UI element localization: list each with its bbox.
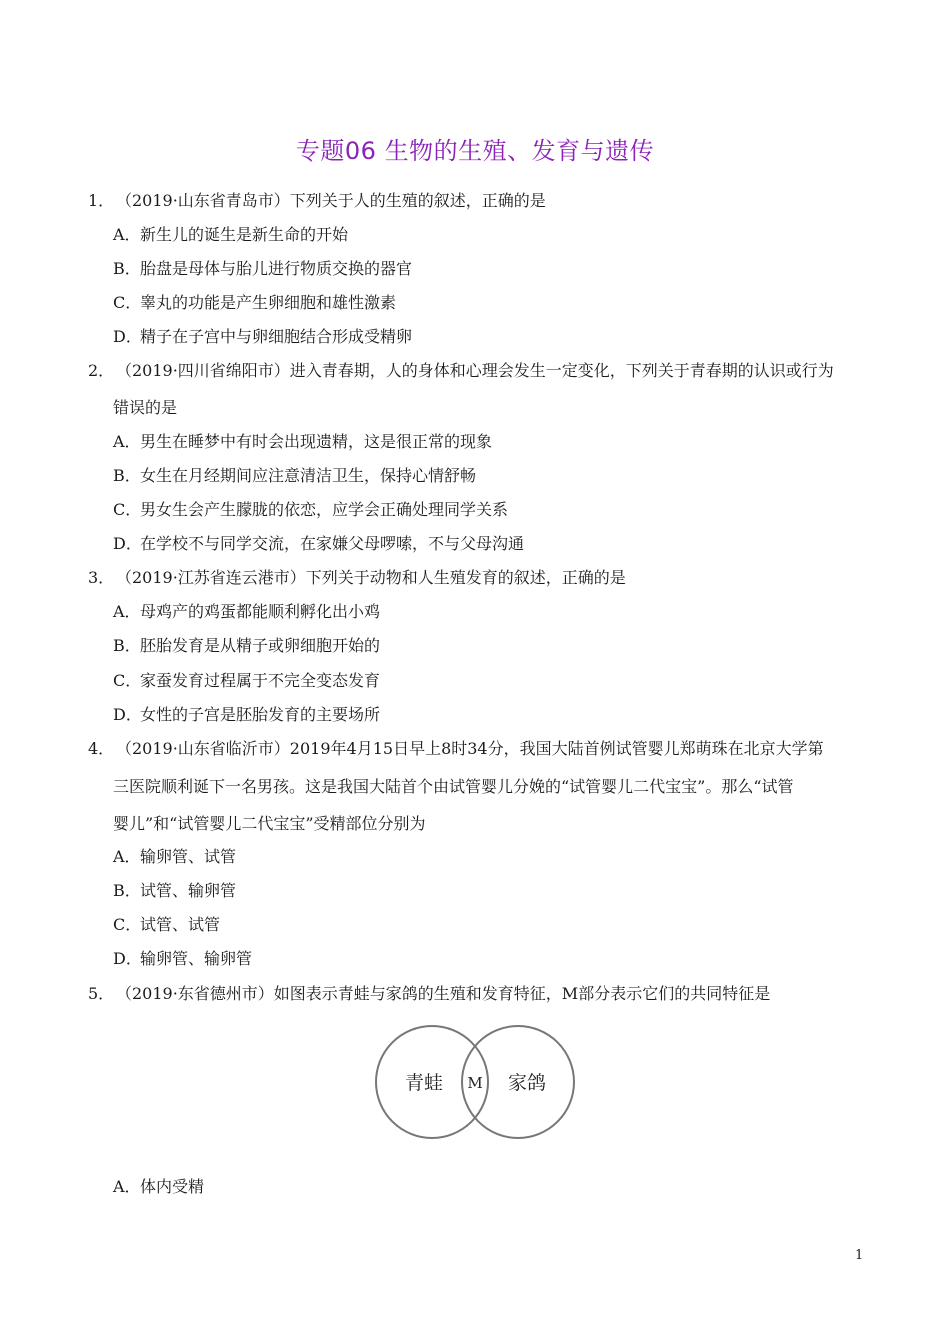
question-4: [88, 738, 824, 760]
option-label: A．: [113, 1177, 141, 1196]
option-label: C．: [113, 915, 142, 934]
question-number: 4．: [88, 739, 115, 758]
option-label: A．: [113, 847, 141, 866]
option-text: 输卵管、试管: [140, 847, 237, 866]
option-text: 试管、输卵管: [140, 881, 237, 900]
option-4a: [113, 846, 236, 868]
question-stem-continued: 婴儿”和“试管婴儿二代宝宝”受精部位分别为: [113, 814, 426, 833]
question-stem: （2019·四川省绵阳市）进入青春期，人的身体和心理会发生一定变化，下列关于青春期的认识或行为: [116, 361, 834, 380]
option-text: 母鸡产的鸡蛋都能顺利孵化出小鸡: [140, 602, 381, 621]
option-label: B．: [113, 466, 141, 485]
option-4b: [113, 880, 236, 902]
option-1c: [113, 292, 396, 314]
option-label: B．: [113, 636, 141, 655]
question-number: 1．: [88, 191, 115, 210]
option-label: C．: [113, 500, 142, 519]
option-label: C．: [113, 671, 142, 690]
option-text: 试管、试管: [140, 915, 221, 934]
venn-label-right: 家鸽: [507, 1072, 547, 1094]
option-4d: [113, 948, 252, 970]
option-text: 胎盘是母体与胎儿进行物质交换的器官: [140, 259, 413, 278]
question-3: [88, 567, 626, 589]
option-text: 睾丸的功能是产生卵细胞和雄性激素: [140, 293, 397, 312]
option-text: 家蚕发育过程属于不完全变态发育: [140, 671, 381, 690]
option-label: A．: [113, 225, 141, 244]
question-stem: （2019·山东省临沂市）2019年4月15日早上8时34分，我国大陆首例试管婴儿郑萌珠在北京大学第: [116, 739, 824, 758]
option-text: 新生儿的诞生是新生命的开始: [140, 225, 349, 244]
option-3c: [113, 670, 380, 692]
option-text: 女性的子宫是胚胎发育的主要场所: [140, 705, 381, 724]
option-text: 精子在子宫中与卵细胞结合形成受精卵: [140, 327, 413, 346]
option-text: 女生在月经期间应注意清洁卫生，保持心情舒畅: [140, 466, 477, 485]
venn-label-middle: M: [467, 1074, 483, 1092]
option-text: 男生在睡梦中有时会出现遗精，这是很正常的现象: [140, 432, 493, 451]
option-text: 在学校不与同学交流，在家嫌父母啰嗦，不与父母沟通: [140, 534, 525, 553]
question-5: [88, 983, 770, 1005]
venn-diagram: [370, 1018, 580, 1148]
option-text: 胚胎发育是从精子或卵细胞开始的: [140, 636, 381, 655]
option-label: D．: [113, 327, 142, 346]
venn-label-left: 青蛙: [404, 1072, 444, 1094]
option-text: 输卵管、输卵管: [140, 949, 253, 968]
question-number: 3．: [88, 568, 115, 587]
question-stem-continued: 错误的是: [113, 398, 178, 417]
question-1: [88, 190, 546, 212]
option-label: A．: [113, 432, 141, 451]
page-number: 1: [855, 1248, 864, 1263]
option-label: B．: [113, 259, 141, 278]
option-label: D．: [113, 705, 142, 724]
option-1d: [113, 326, 412, 348]
question-stem: （2019·江苏省连云港市）下列关于动物和人生殖发育的叙述，正确的是: [116, 568, 626, 587]
question-number: 5．: [88, 984, 115, 1003]
option-1b: [113, 258, 412, 280]
option-2d: [113, 533, 524, 555]
question-stem: （2019·山东省青岛市）下列关于人的生殖的叙述，正确的是: [116, 191, 546, 210]
option-text: 男女生会产生朦胧的依恋，应学会正确处理同学关系: [140, 500, 509, 519]
option-2a: [113, 431, 492, 453]
option-label: C．: [113, 293, 142, 312]
option-3d: [113, 704, 380, 726]
page-title: 专题06 生物的生殖、发育与遗传: [295, 137, 655, 165]
question-2: [88, 360, 834, 382]
question-stem-continued: 三医院顺利诞下一名男孩。这是我国大陆首个由试管婴儿分娩的“试管婴儿二代宝宝”。那么“试管: [113, 777, 794, 796]
option-5a: [113, 1176, 204, 1198]
option-2b: [113, 465, 476, 487]
question-stem: （2019·东省德州市）如图表示青蛙与家鸽的生殖和发育特征，M部分表示它们的共同特征是: [116, 984, 771, 1003]
option-label: D．: [113, 534, 142, 553]
option-3a: [113, 601, 380, 623]
question-number: 2．: [88, 361, 115, 380]
option-4c: [113, 914, 220, 936]
option-label: A．: [113, 602, 141, 621]
option-label: B．: [113, 881, 141, 900]
option-text: 体内受精: [140, 1177, 205, 1196]
option-3b: [113, 635, 380, 657]
option-2c: [113, 499, 508, 521]
option-1a: [113, 224, 348, 246]
option-label: D．: [113, 949, 142, 968]
